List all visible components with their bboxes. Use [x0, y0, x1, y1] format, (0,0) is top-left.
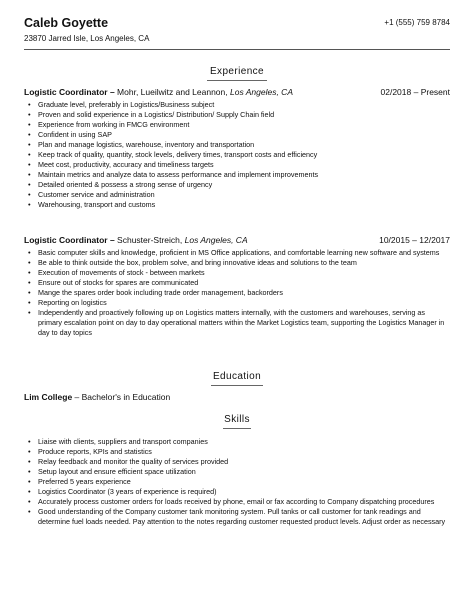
list-item: • Customer service and administration: [24, 190, 450, 200]
phone-number: +1 (555) 759 8784: [384, 18, 450, 27]
address: 23870 Jarred Isle, Los Angeles, CA: [24, 34, 150, 43]
list-item: • Experience from working in FMCG environment: [24, 120, 450, 130]
job-entry: [24, 87, 450, 210]
skills-underline: [223, 428, 251, 429]
list-item: • Plan and manage logistics, warehouse, inventory and transportation: [24, 140, 450, 150]
list-item: • Independently and proactively following up on Logistics matters internally, with the customers and warehouses, serving as primary escalation point on day to day operational matters within the Market Logistics team, supporting the Logistics Manager in day to day topics: [24, 308, 450, 338]
job-header: [24, 87, 450, 98]
list-item: • Reporting on logistics: [24, 298, 450, 308]
job-title: Logistic Coordinator: [24, 87, 108, 97]
list-item: • Be able to think outside the box, problem solve, and bring innovative ideas and solutions to the team: [24, 258, 450, 268]
job-separator: –: [107, 235, 118, 245]
header-divider: [24, 49, 450, 50]
list-item: • Produce reports, KPIs and statistics: [24, 447, 450, 457]
list-item: • Keep track of quality, quantity, stock levels, delivery times, transport costs and efficiency: [24, 150, 450, 160]
degree: Bachelor's in Education: [81, 392, 171, 402]
experience-underline: [207, 80, 267, 81]
list-item: • Confident in using SAP: [24, 130, 450, 140]
job-entry: [24, 235, 450, 338]
list-item: • Setup layout and ensure efficient space utilization: [24, 467, 450, 477]
candidate-name: Caleb Goyette: [24, 16, 109, 30]
list-item: • Ensure out of stocks for spares are communicated: [24, 278, 450, 288]
job-company: Mohr, Lueilwitz and Leannon,: [117, 87, 230, 97]
job-location: Los Angeles, CA: [184, 235, 248, 245]
skills-bullets: [24, 437, 450, 527]
list-item: • Warehousing, transport and customs: [24, 200, 450, 210]
list-item: • Preferred 5 years experience: [24, 477, 450, 487]
section-title-experience: Experience: [209, 66, 265, 77]
section-title-education: Education: [212, 371, 262, 382]
list-item: • Meet cost, productivity, accuracy and timeliness targets: [24, 160, 450, 170]
job-company: Schuster-Streich,: [117, 235, 185, 245]
list-item: • Execution of movements of stock - between markets: [24, 268, 450, 278]
job-title: Logistic Coordinator: [24, 235, 108, 245]
job-bullets: [24, 248, 450, 338]
education-entry: [24, 392, 170, 403]
job-dates: 02/2018 – Present: [380, 87, 450, 97]
list-item: • Accurately process customer orders for loads received by phone, email or fax according to Company dispatching procedures: [24, 497, 450, 507]
list-item: • Graduate level, preferably in Logistics/Business subject: [24, 100, 450, 110]
list-item: • Basic computer skills and knowledge, proficient in MS Office applications, and comfortable learning new software and systems: [24, 248, 450, 258]
list-item: • Maintain metrics and analyze data to assess performance and implement improvements: [24, 170, 450, 180]
job-header: [24, 235, 450, 246]
list-item: • Detailed oriented & possess a strong sense of urgency: [24, 180, 450, 190]
list-item: • Mange the spares order book including trade order management, backorders: [24, 288, 450, 298]
list-item: • Proven and solid experience in a Logistics/ Distribution/ Supply Chain field: [24, 110, 450, 120]
list-item: • Logistics Coordinator (3 years of experience is required): [24, 487, 450, 497]
section-title-skills: Skills: [224, 414, 250, 425]
job-separator: –: [107, 87, 118, 97]
job-bullets: [24, 100, 450, 210]
school-name: Lim College: [24, 392, 73, 402]
list-item: • Good understanding of the Company customer tank monitoring system. Pull tanks or call customer for tank readings and determine fuel loads needed. Pay attention to the notes regarding customer requested product levels. Adjust order as necessary: [24, 507, 450, 527]
job-dates: 10/2015 – 12/2017: [379, 235, 450, 245]
education-underline: [211, 385, 263, 386]
list-item: • Liaise with clients, suppliers and transport companies: [24, 437, 450, 447]
skills-list: [24, 435, 450, 527]
list-item: • Relay feedback and monitor the quality of services provided: [24, 457, 450, 467]
job-location: Los Angeles, CA: [229, 87, 293, 97]
education-separator: –: [72, 392, 82, 402]
